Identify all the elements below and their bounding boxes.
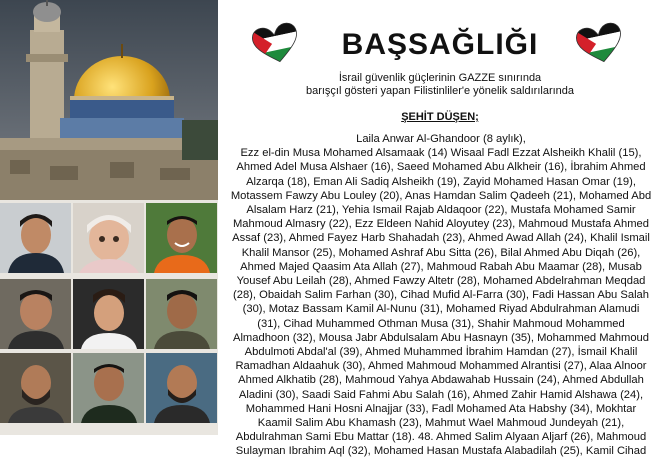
name-line: Alsalam Harz (21), Yehia Ismail Rajab Aldaqoor (22), Mustafa Mohamed Samir [246,204,636,217]
name-line: Ahmed Alkhatib (28), Mahmoud Yahya Abdawahab Hussain (24), Ahmed Abdullah [238,374,644,387]
photo-collage [0,0,218,435]
martyr-portrait [73,279,144,349]
martyr-name-list [226,132,656,459]
name-line: Ahmed Majed Qaasim Ata Allah (27), Mahmoud Rabah Abu Maamar (28), Musab [240,260,642,273]
name-line: (31), Cihad Muhammed Othman Musa (31), Shahir Mahmoud Mohammed [257,317,625,330]
name-line: (28), Obaidah Salim Farhan (30), Cihad Mufid Al-Farra (30), Fadi Hassan Abu Salah [233,289,649,302]
name-line: Mohammed Hani Hosni Alnajjar (33), Fadl Mohamed Ata Habshy (34), Mokhtar [245,402,637,415]
name-line: Almadhoon (32), Mousa Jabr Abdulsalam Abu Hasnayn (35), Mohammed Mahmoud [232,331,650,344]
martyr-portrait [146,279,217,349]
name-line: Ahmed Adel Musa Alshaer (16), Saeed Mohamed Abu Alkheir (16), İbrahim Ahmed [236,161,646,174]
martyr-portrait-grid [0,203,218,435]
dome-of-the-rock-photo [0,0,218,200]
palestine-heart-flag-icon [574,22,626,64]
subtitle-line: barışçıl gösteri yapan Filistinliler'e yönelik saldırılarında [305,85,575,97]
martyr-portrait [0,279,71,349]
name-line: Motassem Fawzy Abu Louley (20), Anas Hamdan Salim Qadeeh (21), Mohamed Abd [230,189,652,202]
section-header: ŞEHİT DÜŞEN; [401,111,479,123]
page-title: BAŞSAĞLIĞI [341,28,539,61]
name-line: Kaamil Salim Abu Khamash (23), Mahmut Wael Mahmoud Jundeyah (21), [257,417,625,430]
name-line: Mahmoud Almasry (22), Ezz Eldeen Nahid Aloyutey (23), Mahmoud Mustafa Ahmed [232,218,649,231]
subtitle [220,72,660,98]
name-line: (30), Motaz Bassam Kamil Al-Nunu (31), Mohamed Riyad Abdulrahman Alamudi [242,303,640,316]
martyr-portrait [73,353,144,423]
condolence-panel [220,0,660,458]
martyr-portrait [146,353,217,423]
name-line: Laila Anwar Al-Ghandoor (8 aylık), [356,133,526,145]
name-line: Sulayman Ibrahim Aql (32), Mohamed Hasan Mustafa Alabadilah (25), Kamil Cihad [235,445,647,458]
name-line: Aladini (30), Saadi Said Fahmi Abu Salah (16), Ahmed Zahir Hamid Alshawa (24), [238,388,644,401]
name-line: Yousef Abu Leilah (28), Ahmed Fawzy Altetr (28), Mohamed Abdelrahman Meqdad [236,275,646,288]
name-line: Assaf (23), Ahmed Fayez Harb Shahadah (23), Ahmed Awad Allah (24), Khalil Ismail [232,232,650,245]
martyr-portrait [0,203,71,273]
name-line: Khalil Mansor (25), Mohamed Ashraf Abu Sitta (26), Bilal Ahmed Abu Diqah (26), [241,246,641,259]
name-line: Ezz el-din Musa Mohamed Alsamaak (14) Wisaal Fadl Ezzat Alsheikh Khalil (15), [240,147,642,160]
name-line: Abdulrahman Sami Ebu Mattar (18). 48. Ahmed Salim Alyaan Aljarf (26), Mahmoud [235,431,647,444]
subtitle-line: İsrail güvenlik güçlerinin GAZZE sınırında [338,72,542,84]
martyr-portrait [73,203,144,273]
martyr-portrait [146,203,217,273]
name-line: Abdulmoti Abdal'al (39), Ahmed Muhammed İbrahim Hamdan (27), İsmail Khalil [244,346,638,359]
name-line: Alzarqa (18), Eman Ali Sadiq Alsheikh (19), Zayid Mohamed Hasan Omar (19), [246,175,636,188]
name-line: Ramadhan Aldaahuk (30), Ahmed Mahmoud Mohammed Alrantisi (27), Alaa Alnoor [235,360,647,373]
martyr-portrait [0,353,71,423]
